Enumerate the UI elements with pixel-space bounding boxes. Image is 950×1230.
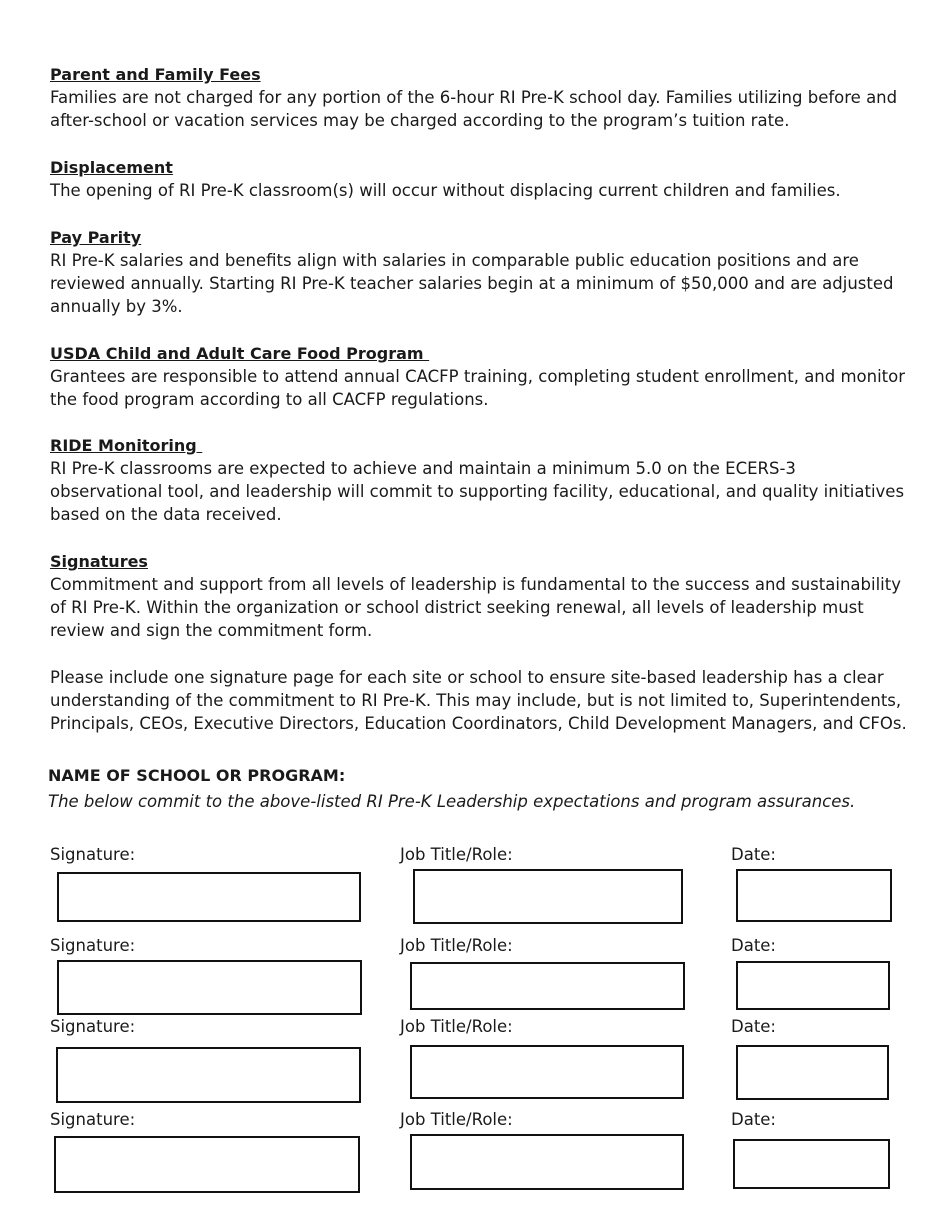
commitment-statement: The below commit to the above-listed RI Pre-K Leadership expectations and program assurances. (48, 792, 856, 811)
signature-label: Signature: (50, 1017, 136, 1036)
date-label: Date: (731, 936, 776, 955)
section-fees (50, 63, 910, 132)
signature-field[interactable] (54, 1136, 360, 1193)
role-label: Job Title/Role: (400, 1110, 513, 1129)
ride-heading: RIDE Monitoring (50, 436, 203, 455)
section-signatures (50, 550, 910, 735)
signature-label: Signature: (50, 936, 136, 955)
signatures-body: Commitment and support from all levels of leadership is fundamental to the success and sustainability of RI Pre-K. Within the organization or school district seeking renewal, all levels of leadership must review and sign the commitment form. (50, 575, 901, 641)
date-label: Date: (731, 845, 776, 864)
date-label: Date: (731, 1017, 776, 1036)
usda-heading: USDA Child and Adult Care Food Program (50, 344, 430, 363)
section-pay-parity (50, 226, 910, 319)
fees-body: Families are not charged for any portion of the 6-hour RI Pre-K school day. Families utilizing before and after-school or vacation services may be charged according to the program’s tuition rate. (50, 88, 898, 131)
date-field[interactable] (733, 1139, 890, 1189)
role-field[interactable] (413, 869, 683, 924)
date-field[interactable] (736, 869, 892, 922)
signatures-heading: Signatures (50, 552, 148, 571)
role-field[interactable] (410, 1045, 684, 1099)
displacement-body: The opening of RI Pre-K classroom(s) will occur without displacing current children and families. (50, 181, 841, 200)
role-field[interactable] (410, 1134, 684, 1190)
section-displacement (50, 156, 910, 202)
role-label: Job Title/Role: (400, 1017, 513, 1036)
date-label: Date: (731, 1110, 776, 1129)
role-field[interactable] (410, 962, 685, 1010)
ride-body: RI Pre-K classrooms are expected to achieve and maintain a minimum 5.0 on the ECERS-3 observational tool, and leadership will commit to supporting facility, educational, and quality initiatives based on the data received. (50, 459, 905, 525)
date-field[interactable] (736, 1045, 889, 1100)
pay-parity-heading: Pay Parity (50, 228, 142, 247)
fees-heading: Parent and Family Fees (50, 65, 261, 84)
role-label: Job Title/Role: (400, 936, 513, 955)
displacement-heading: Displacement (50, 158, 173, 177)
pay-parity-body: RI Pre-K salaries and benefits align with salaries in comparable public education positions and are reviewed annually. Starting RI Pre-K teacher salaries begin at a minimum of $50,000 and are adjusted annually by 3%. (50, 251, 894, 317)
section-ride-monitoring (50, 434, 910, 527)
signature-field[interactable] (57, 872, 361, 922)
usda-body: Grantees are responsible to attend annual CACFP training, completing student enrollment, and monitor the food program according to all CACFP regulations. (50, 367, 906, 410)
date-field[interactable] (736, 961, 890, 1010)
role-label: Job Title/Role: (400, 845, 513, 864)
signature-label: Signature: (50, 845, 136, 864)
signature-label: Signature: (50, 1110, 136, 1129)
program-name-label: NAME OF SCHOOL OR PROGRAM: (48, 766, 346, 785)
signatures-body-2: Please include one signature page for each site or school to ensure site-based leadership has a clear understanding of the commitment to RI Pre-K. This may include, but is not limited to, Superintendents, Principals, CEOs, Executive Directors, Education Coordinators, Child Development Managers, and CFOs. (50, 667, 907, 734)
signature-field[interactable] (57, 960, 362, 1015)
section-usda (50, 342, 910, 411)
signature-field[interactable] (56, 1047, 361, 1103)
